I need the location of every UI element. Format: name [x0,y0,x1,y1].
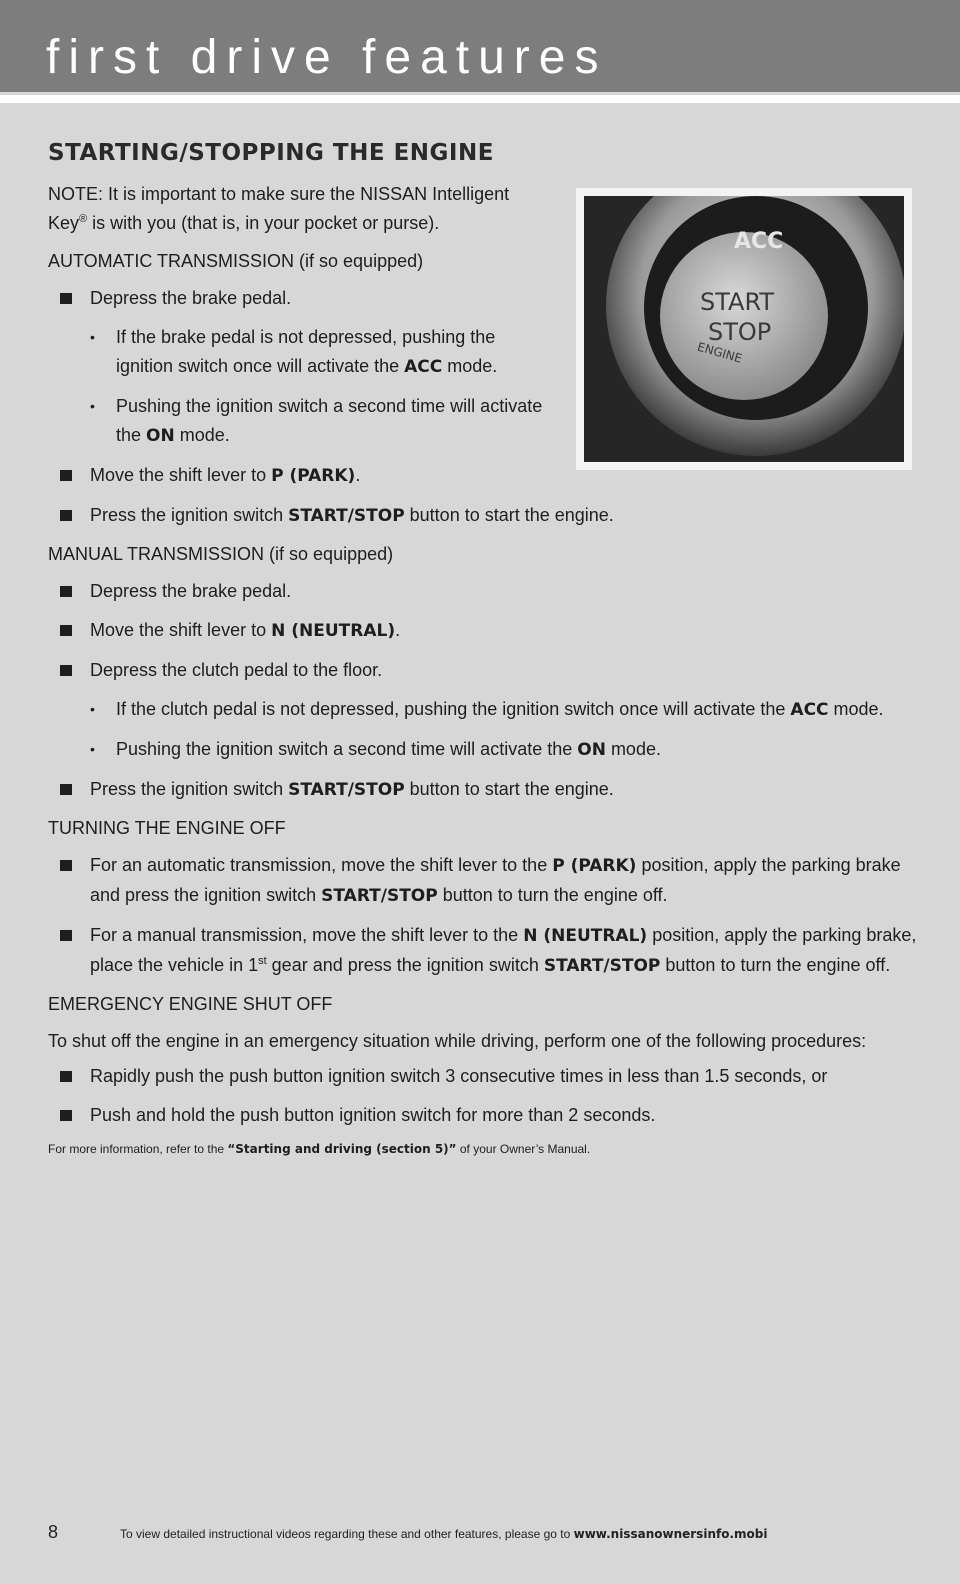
footer-note: To view detailed instructional videos regarding these and other features, please go to www.nissanownersinfo.mobi [120,1527,768,1541]
list-item: Depress the brake pedal. [48,284,548,313]
header-title: first drive features [46,31,608,84]
auto-heading: AUTOMATIC TRANSMISSION (if so equipped) [48,251,424,271]
list-item: Depress the clutch pedal to the floor. [48,656,928,685]
start-label: START [700,288,775,316]
emergency-heading: EMERGENCY ENGINE SHUT OFF [48,994,333,1014]
reference-footnote: For more information, refer to the “Starting and driving (section 5)” of your Owner’s Manual. [48,1142,591,1156]
list-item: Move the shift lever to P (PARK). [48,461,928,491]
main-content [48,140,928,1158]
intro-note: NOTE: It is important to make sure the NISSAN Intelligent Key® is with you (that is, in your pocket or purse). [48,184,510,233]
engine-label: ENGINE [695,339,744,366]
page-number: 8 [48,1522,59,1542]
emergency-intro: To shut off the engine in an emergency situation while driving, perform one of the following procedures: [48,1031,867,1051]
page-header [0,0,960,92]
list-item: • If the brake pedal is not depressed, pushing the ignition switch once will activate the ACC mode. [48,323,548,382]
stop-label: STOP [708,318,772,346]
section-title: STARTING/STOPPING THE ENGINE [48,140,494,166]
list-item: For an automatic transmission, move the shift lever to the P (PARK) position, apply the parking brake and press the ignition switch START/STOP button to turn the engine off. [48,851,928,911]
list-item: Press the ignition switch START/STOP button to start the engine. [48,501,928,531]
list-item: Depress the brake pedal. [48,577,928,606]
website-link[interactable]: www.nissanownersinfo.mobi [573,1527,768,1541]
list-item: For a manual transmission, move the shift lever to the N (NEUTRAL) position, apply the parking brake, place the vehicle in 1st gear and press the ignition switch START/STOP button to turn the engine off. [48,921,928,981]
list-item: • Pushing the ignition switch a second time will activate the ON mode. [48,735,928,765]
header-divider [0,95,960,103]
list-item: • If the clutch pedal is not depressed, pushing the ignition switch once will activate the ACC mode. [48,695,928,725]
list-item: Rapidly push the push button ignition switch 3 consecutive times in less than 1.5 seconds, or [48,1062,928,1091]
list-item: Press the ignition switch START/STOP button to start the engine. [48,775,928,805]
list-item: Push and hold the push button ignition switch for more than 2 seconds. [48,1101,928,1130]
acc-label: ACC [734,229,784,254]
list-item: • Pushing the ignition switch a second time will activate the ON mode. [48,392,548,451]
list-item: Move the shift lever to N (NEUTRAL). [48,616,928,646]
engine-off-heading: TURNING THE ENGINE OFF [48,818,286,838]
manual-heading: MANUAL TRANSMISSION (if so equipped) [48,544,394,564]
